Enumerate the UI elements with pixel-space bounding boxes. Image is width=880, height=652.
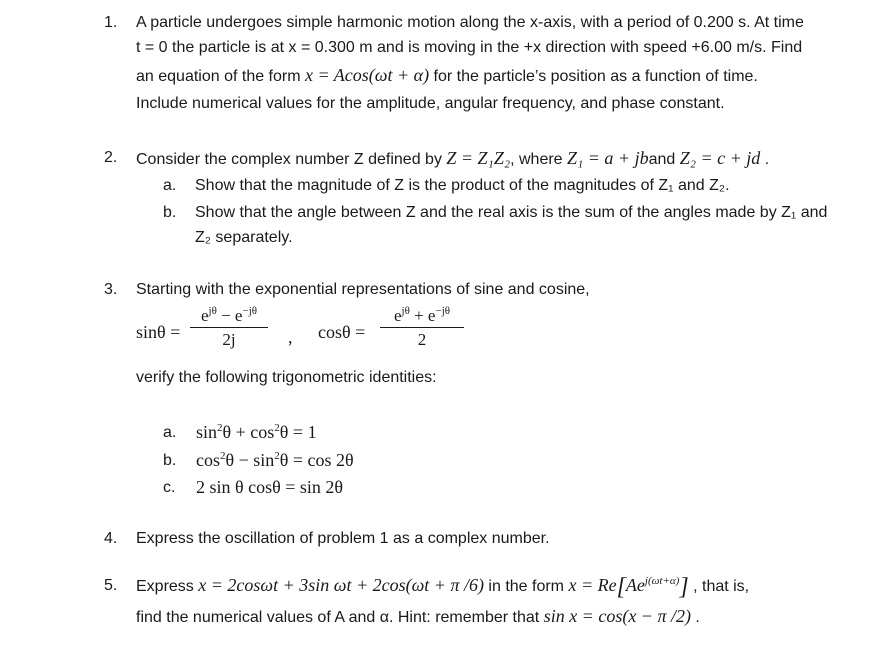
p2-b-label: b. (163, 204, 177, 221)
sin-fraction-bar (190, 327, 268, 328)
p3-c-label: c. (163, 479, 176, 496)
p3-c-math: 2 sin θ cosθ = sin 2θ (196, 477, 344, 497)
p4-text: Express the oscillation of problem 1 as a complex number. (136, 530, 550, 547)
p1-line3-math: x = Acos(ωt + α) (305, 65, 430, 85)
cos-fraction (380, 306, 464, 348)
p3-verify: verify the following trigonometric identities: (136, 369, 437, 386)
sin-lhs: sinθ = (136, 322, 181, 342)
cos-fraction-bar (380, 327, 464, 328)
sin-numerator: $e^{j\theta} - e^{-j\theta}$ (200, 305, 258, 325)
p3-a-label: a. (163, 424, 177, 441)
p2-number: 2. (104, 149, 118, 166)
p2-intro-math2: Z₁ = a + jb (567, 148, 649, 168)
p5-line1 (136, 575, 749, 599)
p2-a-text: Show that the magnitude of Z is the product of the magnitudes of Z₁ and Z₂. (195, 177, 730, 194)
p1-line3 (136, 66, 758, 85)
p1-line3-post: for the particle’s position as a function of time. (429, 68, 758, 85)
cos-denominator: 2 (417, 330, 427, 349)
p3-a-math: $\sin^2\theta + \cos^2\theta = 1$ (196, 422, 317, 442)
p2-intro-math3: Z₂ = c + jd (679, 148, 761, 168)
p2-intro (136, 149, 769, 168)
p5-line2-pre: find the numerical values of A and α. Hint: remember that (136, 609, 544, 626)
p5-pre: Express (136, 578, 199, 595)
p5-post: , that is, (688, 578, 750, 595)
p2-intro-mid: , where (510, 151, 568, 168)
sin-fraction (190, 306, 268, 348)
p5-line2-end: . (690, 609, 700, 626)
p2-b-text1: Show that the angle between Z and the real axis is the sum of the angles made by Z₁ and (195, 204, 828, 221)
p1-line3-pre: an equation of the form (136, 68, 305, 85)
p2-intro-math1: Z = Z₁Z₂ (446, 148, 511, 168)
p3-intro: Starting with the exponential representations of sine and cosine, (136, 281, 590, 298)
p2-intro-pre: Consider the complex number Z defined by (136, 151, 447, 168)
p5-line2 (136, 607, 700, 626)
p1-line2: t = 0 the particle is at x = 0.300 m and is moving in the +x direction with speed +6.00 m/s. Find (136, 39, 803, 56)
p5-math2: $x = Re[Ae^{j(\omega t+\alpha)}]$ (568, 574, 689, 600)
sin-denominator: 2j (222, 330, 236, 349)
p2-intro-and: and (648, 151, 680, 168)
p3-b-label: b. (163, 452, 177, 469)
p1-number: 1. (104, 14, 118, 31)
p1-line1: A particle undergoes simple harmonic motion along the x-axis, with a period of 0.200 s. At time (136, 14, 804, 31)
p3-b-math: $\cos^2\theta - \sin^2\theta = \cos 2\theta$ (196, 450, 354, 470)
p2-intro-end: . (760, 151, 770, 168)
p5-number: 5. (104, 577, 118, 594)
p2-a-label: a. (163, 177, 177, 194)
formula-comma: , (288, 327, 293, 347)
p5-mid: in the form (483, 578, 569, 595)
p5-line2-math: sin x = cos(x − π /2) (543, 606, 691, 626)
p3-number: 3. (104, 281, 118, 298)
p4-number: 4. (104, 530, 118, 547)
cos-numerator: $e^{j\theta} + e^{-j\theta}$ (393, 305, 451, 325)
p5-math1: x = 2cosωt + 3sin ωt + 2cos(ωt + π /6) (198, 575, 484, 595)
p1-line4: Include numerical values for the amplitude, angular frequency, and phase constant. (136, 95, 725, 112)
p2-b-text2: Z₂ separately. (195, 229, 293, 246)
cos-lhs: cosθ = (318, 322, 366, 342)
